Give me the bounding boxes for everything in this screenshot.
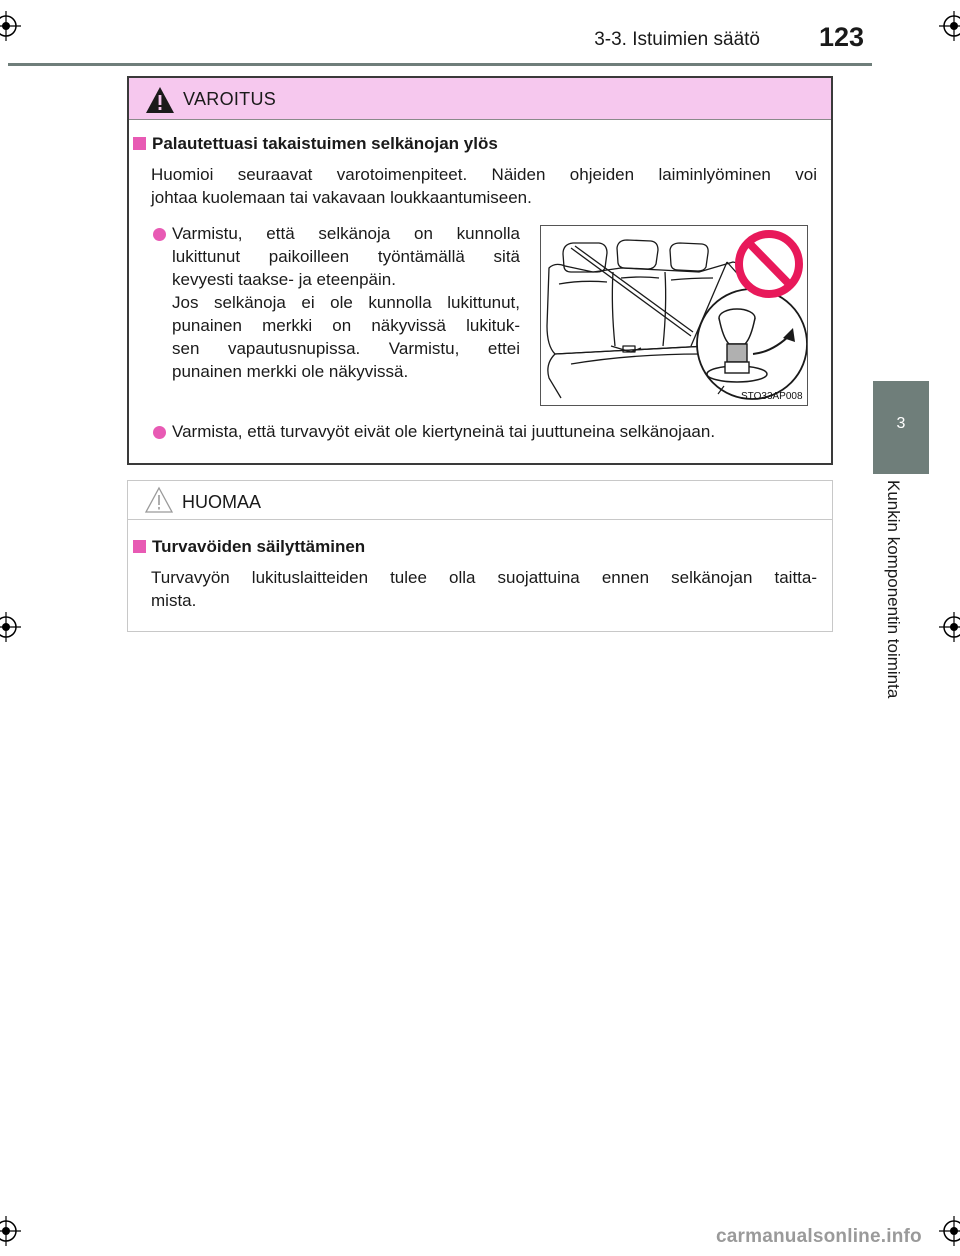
section-heading: 3-3. Istuimien säätö — [594, 29, 760, 50]
notice-line-2: mista. — [151, 591, 197, 610]
bullet1-line-6: sen vapautusnupissa. Varmistu, ettei — [172, 339, 520, 358]
registration-mark-mid-right — [939, 612, 960, 642]
warning-header — [129, 78, 831, 120]
rear-seat-illustration — [540, 225, 808, 406]
prohibition-icon — [739, 234, 799, 294]
notice-section-title-row — [133, 537, 365, 557]
warning-section-title-row — [133, 134, 498, 154]
square-bullet-icon — [133, 137, 146, 150]
page-number: 123 — [818, 22, 864, 52]
registration-mark-top-right — [939, 11, 960, 41]
bullet-dot-icon — [153, 228, 166, 241]
warning-intro-line-2: johtaa kuolemaan tai vakavaan loukkaantumiseen. — [151, 188, 532, 207]
notice-title: HUOMAA — [182, 492, 262, 512]
bullet-dot-icon — [153, 426, 166, 439]
notice-text — [151, 566, 817, 612]
chapter-tab-label: Kunkin komponentin toiminta — [884, 480, 903, 699]
registration-mark-bottom-right — [939, 1216, 960, 1246]
bullet1-line-4: Jos selkänoja ei ole kunnolla lukittunut, — [172, 293, 520, 312]
bullet1-line-1: Varmistu, että selkänoja on kunnolla — [172, 224, 520, 243]
header-rule — [8, 63, 872, 66]
bullet1-line-5: punainen merkki on näkyvissä lukituk- — [172, 316, 520, 335]
registration-mark-top-left — [0, 11, 21, 41]
footer-watermark: carmanualsonline.info — [716, 1226, 922, 1247]
warning-title: VAROITUS — [183, 89, 277, 109]
registration-mark-bottom-left — [0, 1216, 21, 1246]
bullet1-line-3: kevyesti taakse- ja eteenpäin. — [172, 270, 396, 289]
caution-triangle-icon — [144, 486, 174, 514]
warning-section-title: Palautettuasi takaistuimen selkänojan ylös — [152, 134, 498, 153]
chapter-tab-label-wrap — [883, 480, 913, 730]
warning-triangle-icon — [145, 86, 175, 114]
warning-bullet-1 — [172, 222, 520, 383]
registration-mark-mid-left — [0, 612, 21, 642]
bullet1-line-7: punainen merkki ole näkyvissä. — [172, 362, 409, 381]
square-bullet-icon — [133, 540, 146, 553]
warning-intro — [151, 163, 817, 209]
warning-intro-line-1: Huomioi seuraavat varotoimenpiteet. Näiden ohjeiden laiminlyöminen voi — [151, 165, 817, 184]
notice-header — [128, 481, 832, 520]
bullet1-line-2: lukittunut paikoilleen työntämällä sitä — [172, 247, 520, 266]
notice-line-1: Turvavyön lukituslaitteiden tulee olla suojattuina ennen selkänojan taitta- — [151, 568, 817, 587]
warning-bullet-2: Varmista, että turvavyöt eivät ole kiertyneinä tai juuttuneina selkänojaan. — [172, 422, 716, 441]
notice-section-title: Turvavöiden säilyttäminen — [152, 537, 366, 556]
figure-code: STO33AP008 — [741, 391, 803, 402]
chapter-tab-number: 3 — [896, 415, 906, 432]
